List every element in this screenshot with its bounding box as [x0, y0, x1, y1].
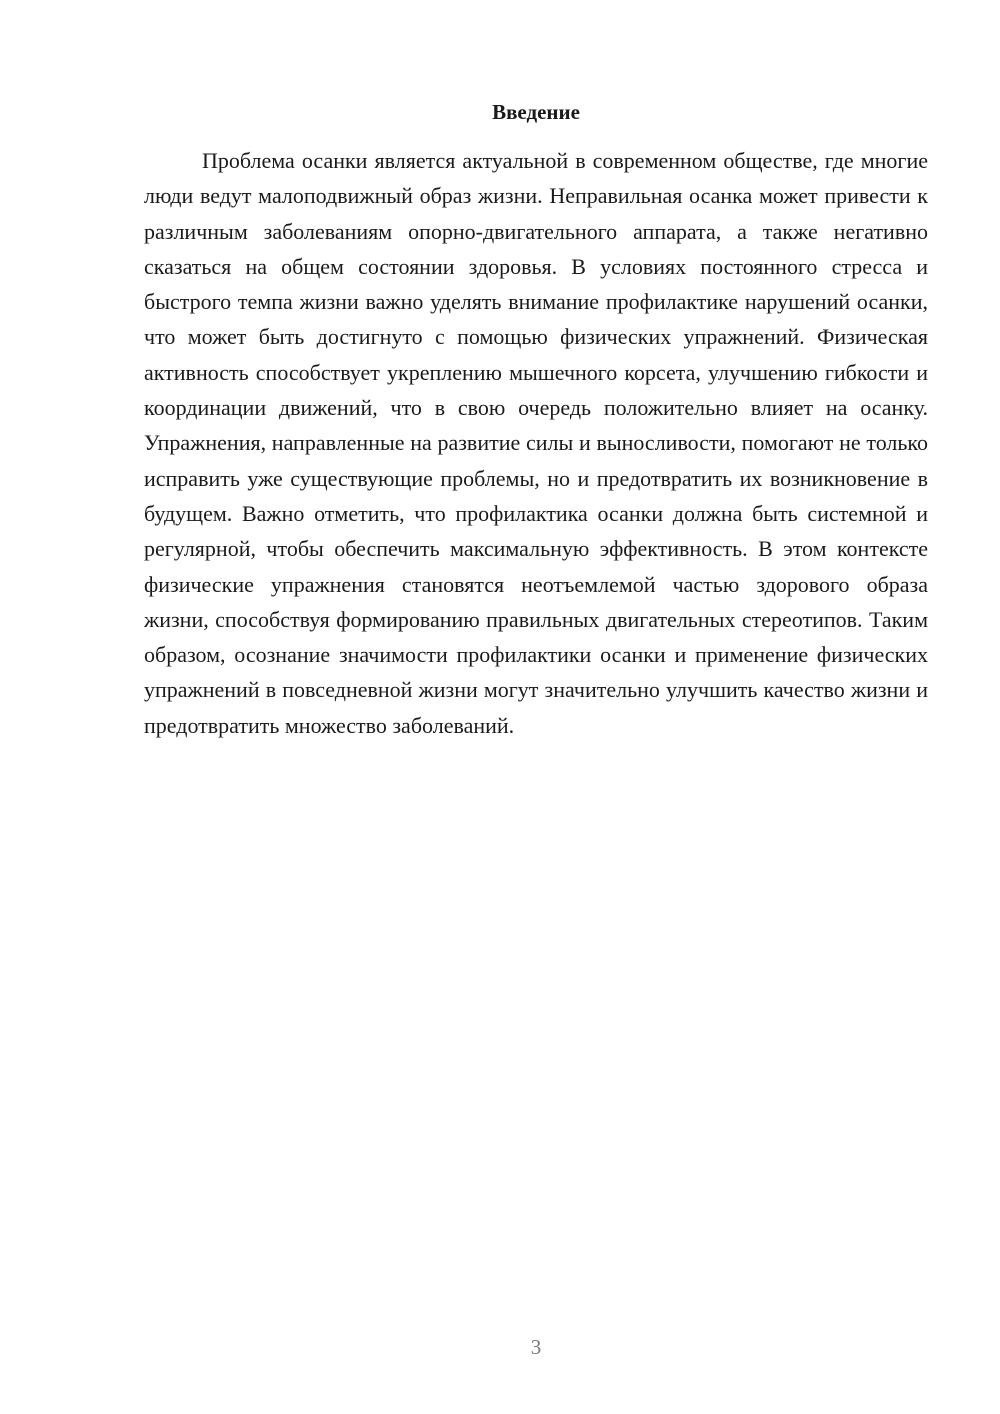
page-number: 3: [530, 1335, 542, 1359]
body-paragraph: Проблема осанки является актуальной в современном обществе, где многие люди ведут малоподвижный образ жизни. Неправильная осанка может привести к различным заболеваниям опорно-двигательного аппарата, а также негативно сказаться на общем состоянии здоровья. В условиях постоянного стресса и быстрого темпа жизни важно уделять внимание профилактике нарушений осанки, что может быть достигнуто с помощью физических упражнений. Физическая активность способствует укреплению мышечного корсета, улучшению гибкости и координации движений, что в свою очередь положительно влияет на осанку. Упражнения, направленные на развитие силы и выносливости, помогают не только исправить уже существующие проблемы, но и предотвратить их возникновение в будущем. Важно отметить, что профилактика осанки должна быть системной и регулярной, чтобы обеспечить максимальную эффективность. В этом контексте физические упражнения становятся неотъемлемой частью здорового образа жизни, способствуя формированию правильных двигательных стереотипов. Таким образом, осознание значимости профилактики осанки и применение физических упражнений в повседневной жизни могут значительно улучшить качество жизни и предотвратить множество заболеваний.: [144, 148, 928, 738]
section-heading: Введение: [492, 100, 580, 124]
